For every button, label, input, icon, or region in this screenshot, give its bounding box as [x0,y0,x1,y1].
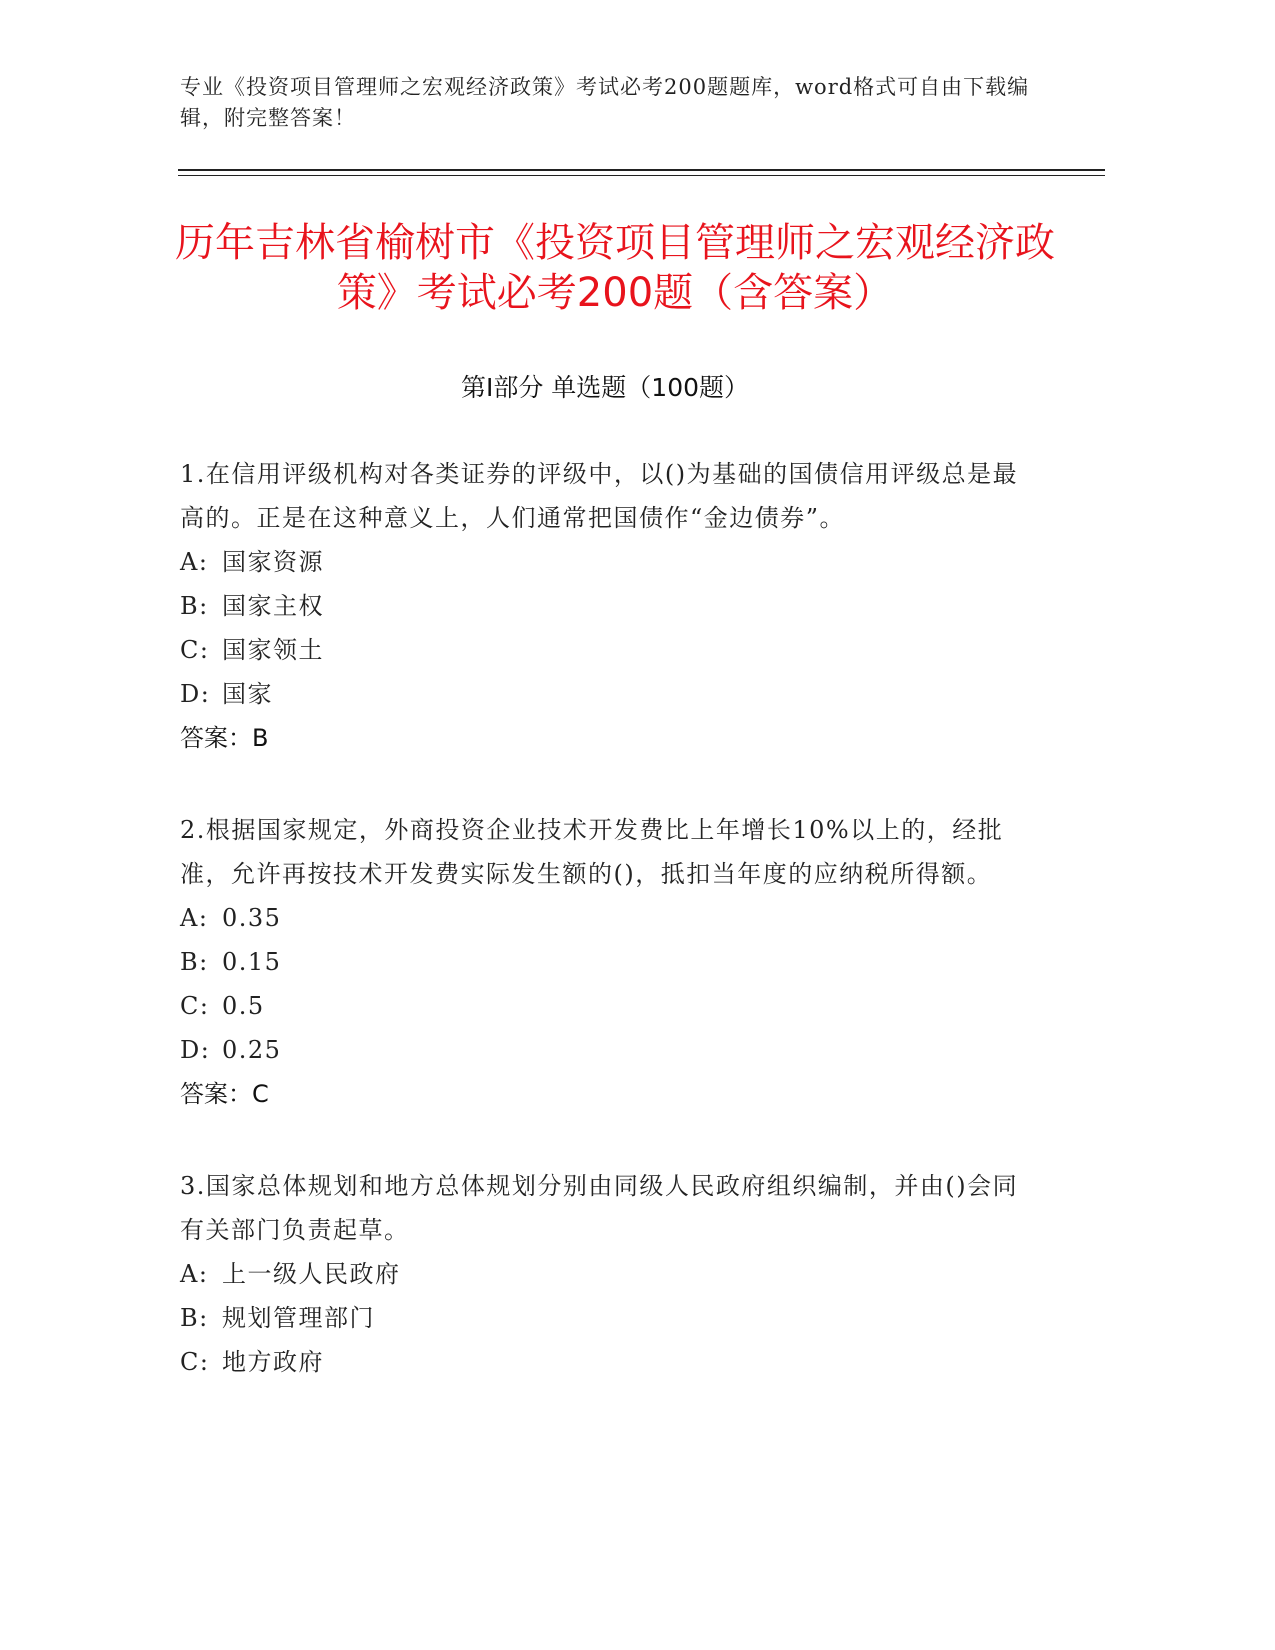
question-list [180,452,1040,1432]
option-b [180,1296,1040,1340]
option-text: 0.5 [222,992,265,1020]
answer-line: 答案：B [180,724,269,752]
option-c [180,1340,1040,1384]
question-2 [180,808,1040,1116]
option-text: 地方政府 [222,1348,324,1376]
document-title: 历年吉林省榆树市《投资项目管理师之宏观经济政策》考试必考200题（含答案） [175,220,1055,316]
question-stem: 3.国家总体规划和地方总体规划分别由同级人民政府组织编制，并由()会同有关部门负责起草。 [180,1172,1019,1244]
option-text: 0.35 [222,904,282,932]
option-d [180,672,1040,716]
option-text: 国家主权 [222,592,324,620]
option-text: 国家资源 [222,548,324,576]
option-b [180,940,1040,984]
option-c [180,628,1040,672]
option-key: B: [180,948,209,976]
header-divider-thick [178,169,1105,171]
header-note: 专业《投资项目管理师之宏观经济政策》考试必考200题题库，word格式可自由下载编辑，附完整答案！ [180,75,1030,130]
option-a [180,896,1040,940]
option-key: A: [180,1260,209,1288]
option-text: 国家 [222,680,273,708]
question-stem: 2.根据国家规定，外商投资企业技术开发费比上年增长10%以上的，经批准，允许再按技术开发费实际发生额的()，抵扣当年度的应纳税所得额。 [180,816,1004,888]
header-divider-thin [178,175,1105,176]
answer-line: 答案：C [180,1080,269,1108]
option-key: B: [180,1304,209,1332]
option-a [180,1252,1040,1296]
option-b [180,584,1040,628]
option-text: 0.25 [222,1036,282,1064]
option-key: D: [180,1036,211,1064]
section-title: 第I部分 单选题（100题） [460,373,750,402]
question-1 [180,452,1040,760]
option-d [180,1028,1040,1072]
option-a [180,540,1040,584]
option-text: 上一级人民政府 [222,1260,401,1288]
option-key: C: [180,1348,210,1376]
option-key: B: [180,592,209,620]
option-text: 0.15 [222,948,282,976]
option-key: A: [180,904,209,932]
option-key: D: [180,680,211,708]
question-3 [180,1164,1040,1384]
option-key: A: [180,548,209,576]
option-c [180,984,1040,1028]
option-key: C: [180,992,210,1020]
question-stem: 1.在信用评级机构对各类证券的评级中，以()为基础的国债信用评级总是最高的。正是在这种意义上，人们通常把国债作“金边债券”。 [180,460,1019,532]
option-key: C: [180,636,210,664]
option-text: 国家领土 [222,636,324,664]
option-text: 规划管理部门 [222,1304,375,1332]
